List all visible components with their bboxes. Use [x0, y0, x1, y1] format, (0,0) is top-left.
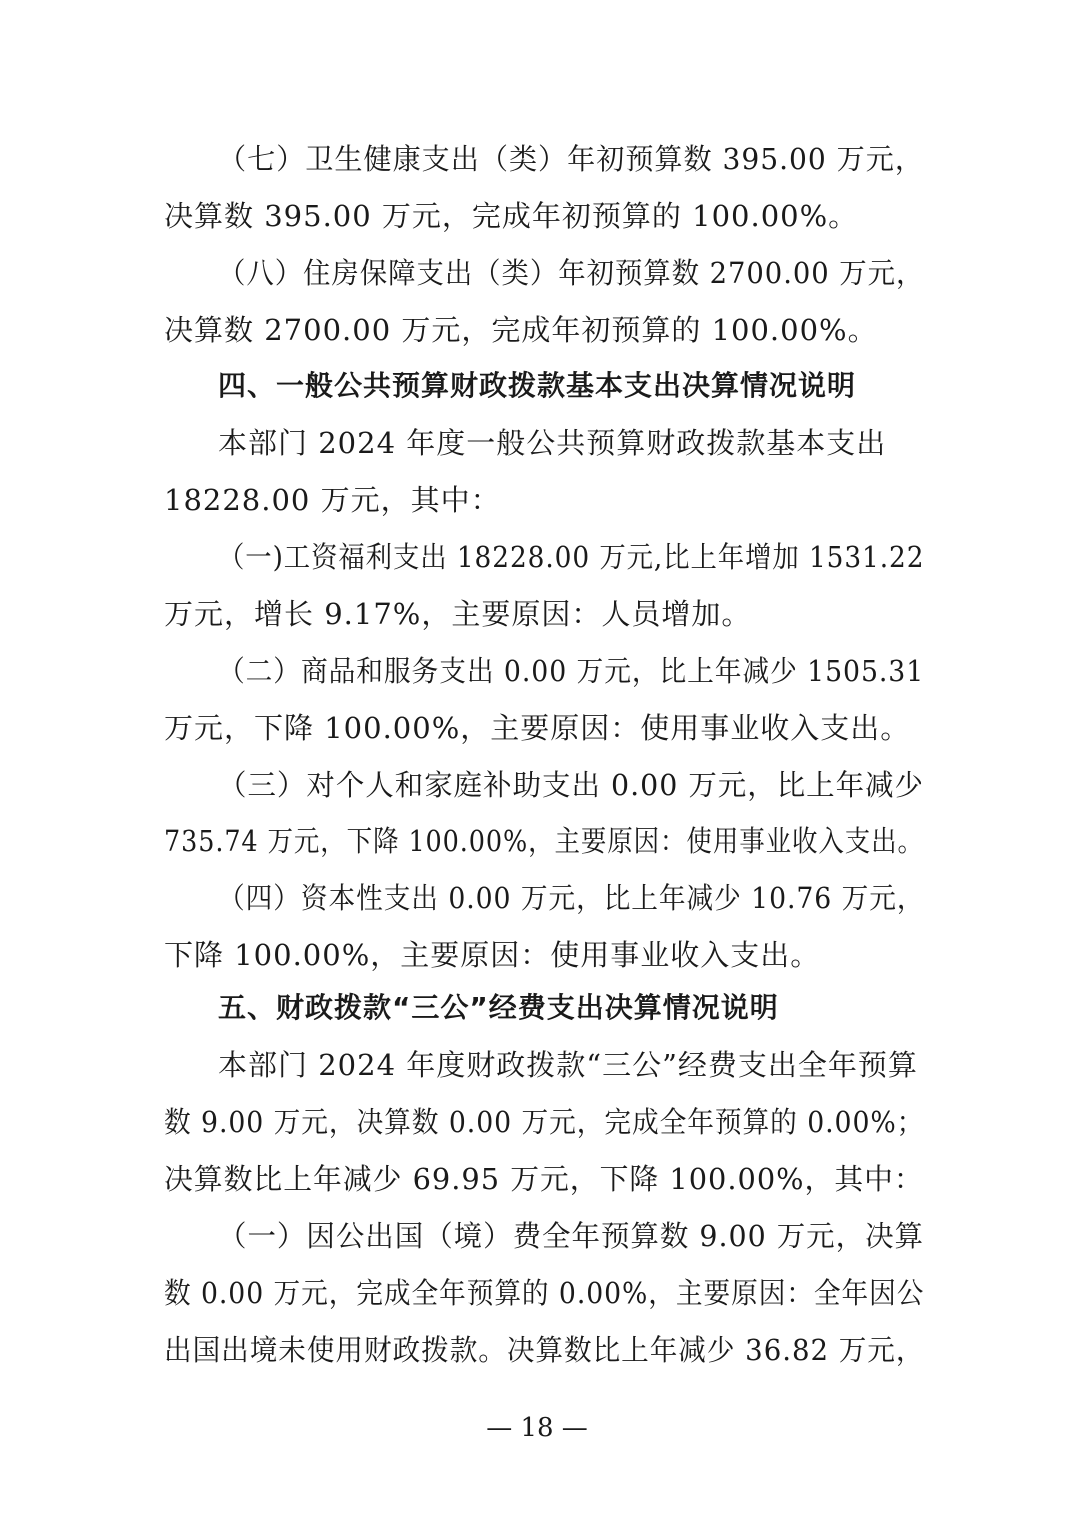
paragraph-line: 决算数 395.00 万元，完成年初预算的 100.00%。: [164, 199, 859, 233]
paragraph-line: 决算数比上年减少 69.95 万元，下降 100.00%，其中：: [164, 1162, 924, 1196]
section-heading: 五、财政拨款“三公”经费支出决算情况说明: [218, 991, 779, 1024]
paragraph-line: 万元，下降 100.00%，主要原因：使用事业收入支出。: [164, 711, 911, 745]
paragraph-line: 出国出境未使用财政拨款。决算数比上年减少 36.82 万元，: [164, 1333, 925, 1367]
paragraph-line: （四）资本性支出 0.00 万元，比上年减少 10.76 万元，: [218, 881, 925, 915]
paragraph-line: （三）对个人和家庭补助支出 0.00 万元，比上年减少: [218, 768, 925, 802]
paragraph-line: 数 0.00 万元，完成全年预算的 0.00%，主要原因：全年因公: [164, 1276, 925, 1310]
paragraph-line: 18228.00 万元，其中：: [164, 483, 501, 517]
paragraph-line: 本部门 2024 年度财政拨款“三公”经费支出全年预算: [218, 1048, 918, 1082]
paragraph-line: 735.74 万元，下降 100.00%，主要原因：使用事业收入支出。: [164, 824, 924, 858]
paragraph-line: 决算数 2700.00 万元，完成年初预算的 100.00%。: [164, 313, 878, 347]
paragraph-line: （二）商品和服务支出 0.00 万元，比上年减少 1505.31: [218, 654, 925, 688]
paragraph-line: 本部门 2024 年度一般公共预算财政拨款基本支出: [218, 426, 887, 460]
paragraph-line: （一)工资福利支出 18228.00 万元,比上年增加 1531.22: [218, 540, 925, 574]
paragraph-line: 下降 100.00%，主要原因：使用事业收入支出。: [164, 938, 821, 972]
paragraph-line: 数 9.00 万元，决算数 0.00 万元，完成全年预算的 0.00%；: [164, 1105, 925, 1139]
paragraph-line: 万元，增长 9.17%，主要原因：人员增加。: [164, 597, 752, 631]
paragraph-line: （一）因公出国（境）费全年预算数 9.00 万元，决算: [218, 1219, 925, 1253]
section-heading: 四、一般公共预算财政拨款基本支出决算情况说明: [218, 369, 857, 402]
paragraph-line: （八）住房保障支出（类）年初预算数 2700.00 万元，: [218, 256, 925, 290]
paragraph-line: （七）卫生健康支出（类）年初预算数 395.00 万元，: [218, 142, 924, 176]
page-number: — 18 —: [486, 1413, 588, 1443]
